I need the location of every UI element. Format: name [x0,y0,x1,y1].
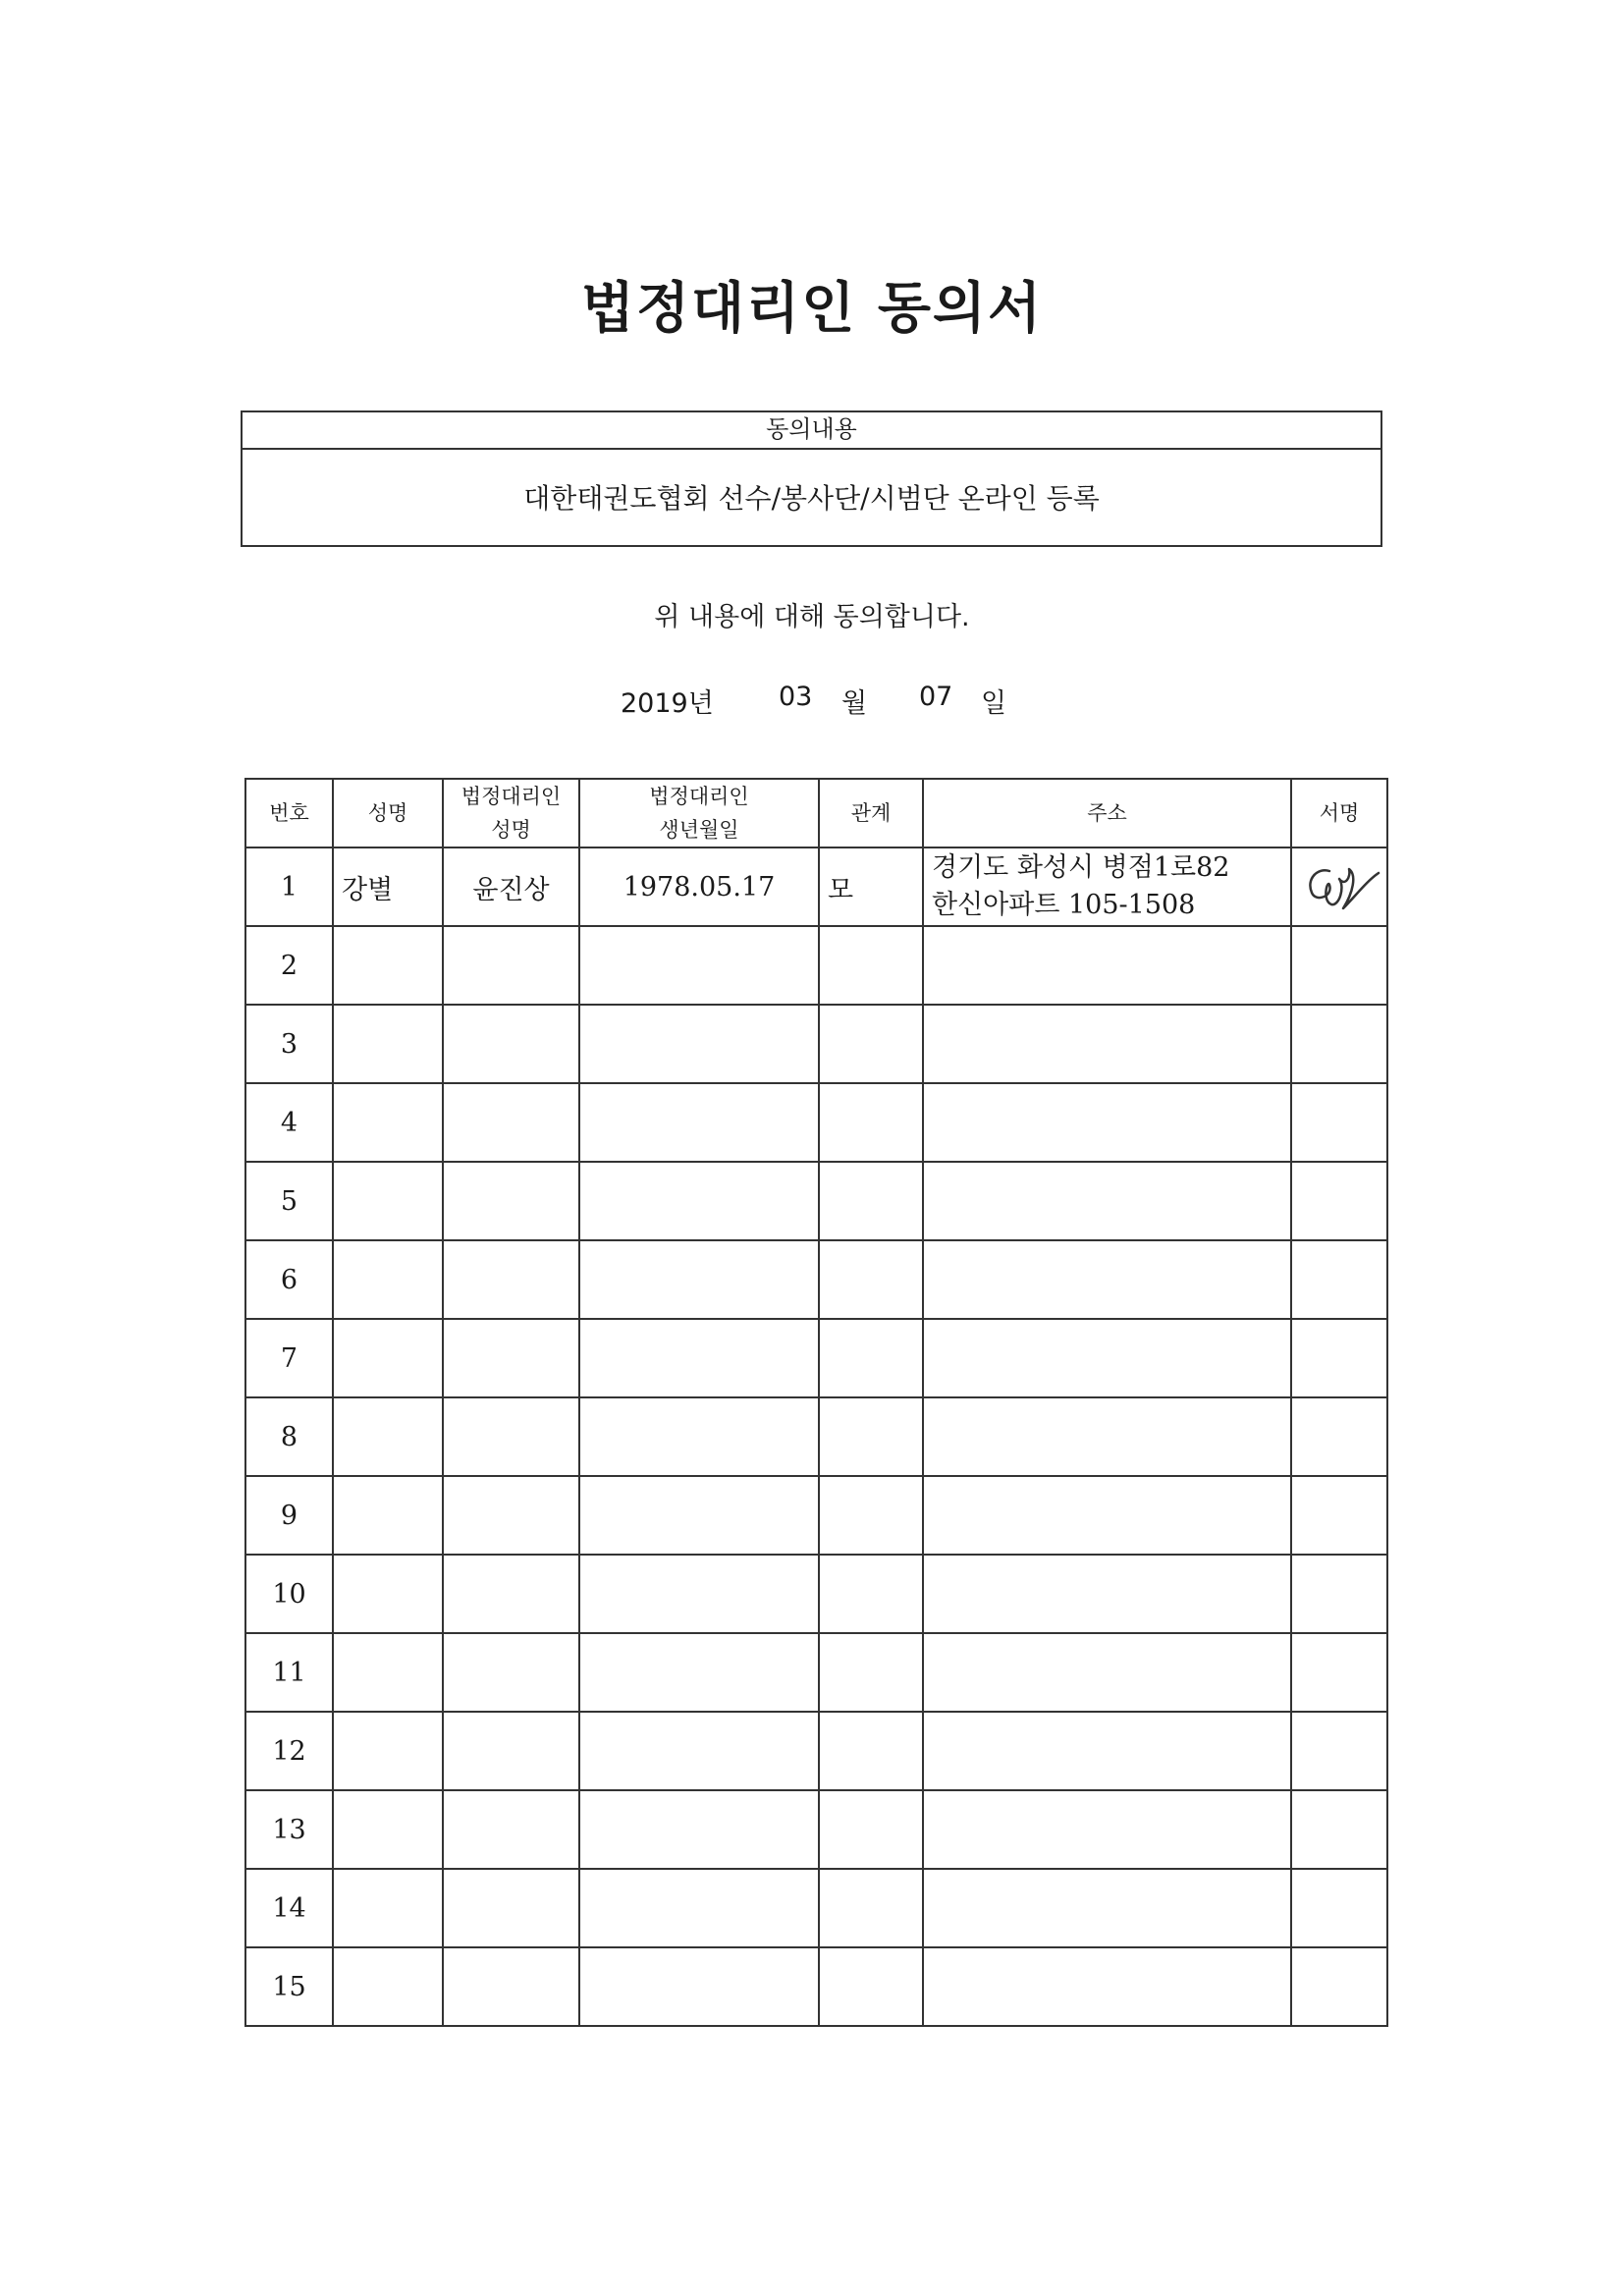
row-number: 15 [245,1947,333,2026]
row-address [923,1319,1291,1397]
date-line [0,682,1624,721]
row-guardian-name [443,1947,579,2026]
table-row [245,1083,1387,1162]
row-name [333,1947,443,2026]
row-address [923,1083,1291,1162]
row-name: 강별 [333,847,443,926]
table-row [245,1162,1387,1240]
row-address [923,1397,1291,1476]
row-number: 6 [245,1240,333,1319]
page-title: 법정대리인 동의서 [580,276,1044,341]
header-no: 번호 [245,779,333,847]
header-guardian-name: 법정대리인 성명 [443,779,579,847]
address-line1: 경기도 화성시 병점1로82 [932,852,1230,883]
row-relation: 모 [819,847,923,926]
row-signature [1291,1869,1387,1947]
row-guardian-name [443,1083,579,1162]
row-signature [1291,1162,1387,1240]
row-number: 9 [245,1476,333,1555]
row-address [923,1790,1291,1869]
table-row [245,1790,1387,1869]
row-guardian-name [443,1790,579,1869]
row-guardian-name [443,1240,579,1319]
row-signature [1291,1397,1387,1476]
row-number: 1 [245,847,333,926]
row-name [333,1790,443,1869]
row-number: 2 [245,926,333,1005]
row-name [333,1555,443,1633]
row-relation [819,1790,923,1869]
row-address [923,1633,1291,1712]
row-signature [1291,1476,1387,1555]
row-guardian-name [443,1397,579,1476]
row-address [923,1162,1291,1240]
row-relation [819,1712,923,1790]
row-guardian-birth [579,1947,819,2026]
row-signature [1291,1083,1387,1162]
row-address [923,1712,1291,1790]
table-row [245,1397,1387,1476]
row-guardian-birth [579,1240,819,1319]
row-guardian-birth [579,1083,819,1162]
row-relation [819,1555,923,1633]
row-signature [1291,1947,1387,2026]
table-row [245,926,1387,1005]
consent-header: 동의내용 [243,412,1380,450]
row-signature [1291,1790,1387,1869]
row-relation [819,1869,923,1947]
table-row [245,1712,1387,1790]
row-name [333,1162,443,1240]
row-name [333,1633,443,1712]
table-row [245,1476,1387,1555]
header-guardian-birth: 법정대리인 생년월일 [579,779,819,847]
row-relation [819,1633,923,1712]
table-row [245,1240,1387,1319]
date-day: 07 [919,682,953,712]
row-guardian-name [443,1319,579,1397]
row-signature [1291,1240,1387,1319]
date-day-unit: 일 [981,688,1007,719]
row-name [333,1005,443,1083]
row-number: 12 [245,1712,333,1790]
address-line2: 한신아파트 105-1508 [932,890,1196,920]
agreement-text: 위 내용에 대해 동의합니다. [654,602,970,632]
row-number: 8 [245,1397,333,1476]
header-signature: 서명 [1291,779,1387,847]
table-row [245,1555,1387,1633]
table-row [245,1633,1387,1712]
row-address [923,1869,1291,1947]
row-guardian-birth: 1978.05.17 [579,847,819,926]
row-name [333,1476,443,1555]
row-relation [819,926,923,1005]
row-signature [1291,1712,1387,1790]
row-number: 4 [245,1083,333,1162]
row-signature [1291,1005,1387,1083]
row-address [923,1555,1291,1633]
row-address [923,1005,1291,1083]
row-guardian-birth [579,1005,819,1083]
row-relation [819,1947,923,2026]
row-relation [819,1162,923,1240]
row-guardian-name [443,1869,579,1947]
row-name [333,1869,443,1947]
row-guardian-birth [579,1790,819,1869]
row-name [333,1083,443,1162]
row-name [333,1712,443,1790]
row-guardian-name [443,1005,579,1083]
consent-content: 대한태권도협회 선수/봉사단/시범단 온라인 등록 [523,482,1100,515]
table-row [245,1005,1387,1083]
table-row [245,1319,1387,1397]
row-relation [819,1476,923,1555]
row-signature [1291,1555,1387,1633]
row-guardian-birth [579,1476,819,1555]
row-name [333,1397,443,1476]
row-signature [1291,926,1387,1005]
row-name [333,926,443,1005]
row-number: 5 [245,1162,333,1240]
row-signature [1291,1633,1387,1712]
row-number: 3 [245,1005,333,1083]
row-guardian-name [443,1162,579,1240]
row-number: 7 [245,1319,333,1397]
row-number: 14 [245,1869,333,1947]
date-year: 2019년 [621,688,714,719]
row-address [923,847,1291,926]
row-guardian-birth [579,1869,819,1947]
consent-box [241,410,1382,547]
row-relation [819,1240,923,1319]
header-relation: 관계 [819,779,923,847]
row-guardian-birth [579,1397,819,1476]
row-address [923,1240,1291,1319]
header-name: 성명 [333,779,443,847]
row-relation [819,1083,923,1162]
table-row [245,1947,1387,2026]
row-guardian-birth [579,1319,819,1397]
signature-icon [1300,857,1382,916]
row-guardian-birth [579,926,819,1005]
row-guardian-name [443,1712,579,1790]
row-address [923,1476,1291,1555]
table-row [245,1869,1387,1947]
row-number: 13 [245,1790,333,1869]
row-guardian-name [443,1476,579,1555]
row-guardian-birth [579,1712,819,1790]
row-guardian-birth [579,1555,819,1633]
row-guardian-birth [579,1162,819,1240]
row-signature [1291,847,1387,926]
row-relation [819,1397,923,1476]
date-month: 03 [779,682,813,712]
row-guardian-name: 윤진상 [443,847,579,926]
table-row [245,847,1387,926]
date-month-unit: 월 [841,688,868,719]
table-header-row [245,779,1387,847]
row-relation [819,1319,923,1397]
header-address: 주소 [923,779,1291,847]
row-guardian-name [443,1555,579,1633]
row-number: 10 [245,1555,333,1633]
row-name [333,1240,443,1319]
row-guardian-birth [579,1633,819,1712]
row-guardian-name [443,926,579,1005]
row-address [923,926,1291,1005]
row-signature [1291,1319,1387,1397]
registration-table [244,778,1388,2027]
row-guardian-name [443,1633,579,1712]
row-address [923,1947,1291,2026]
row-name [333,1319,443,1397]
row-number: 11 [245,1633,333,1712]
row-relation [819,1005,923,1083]
